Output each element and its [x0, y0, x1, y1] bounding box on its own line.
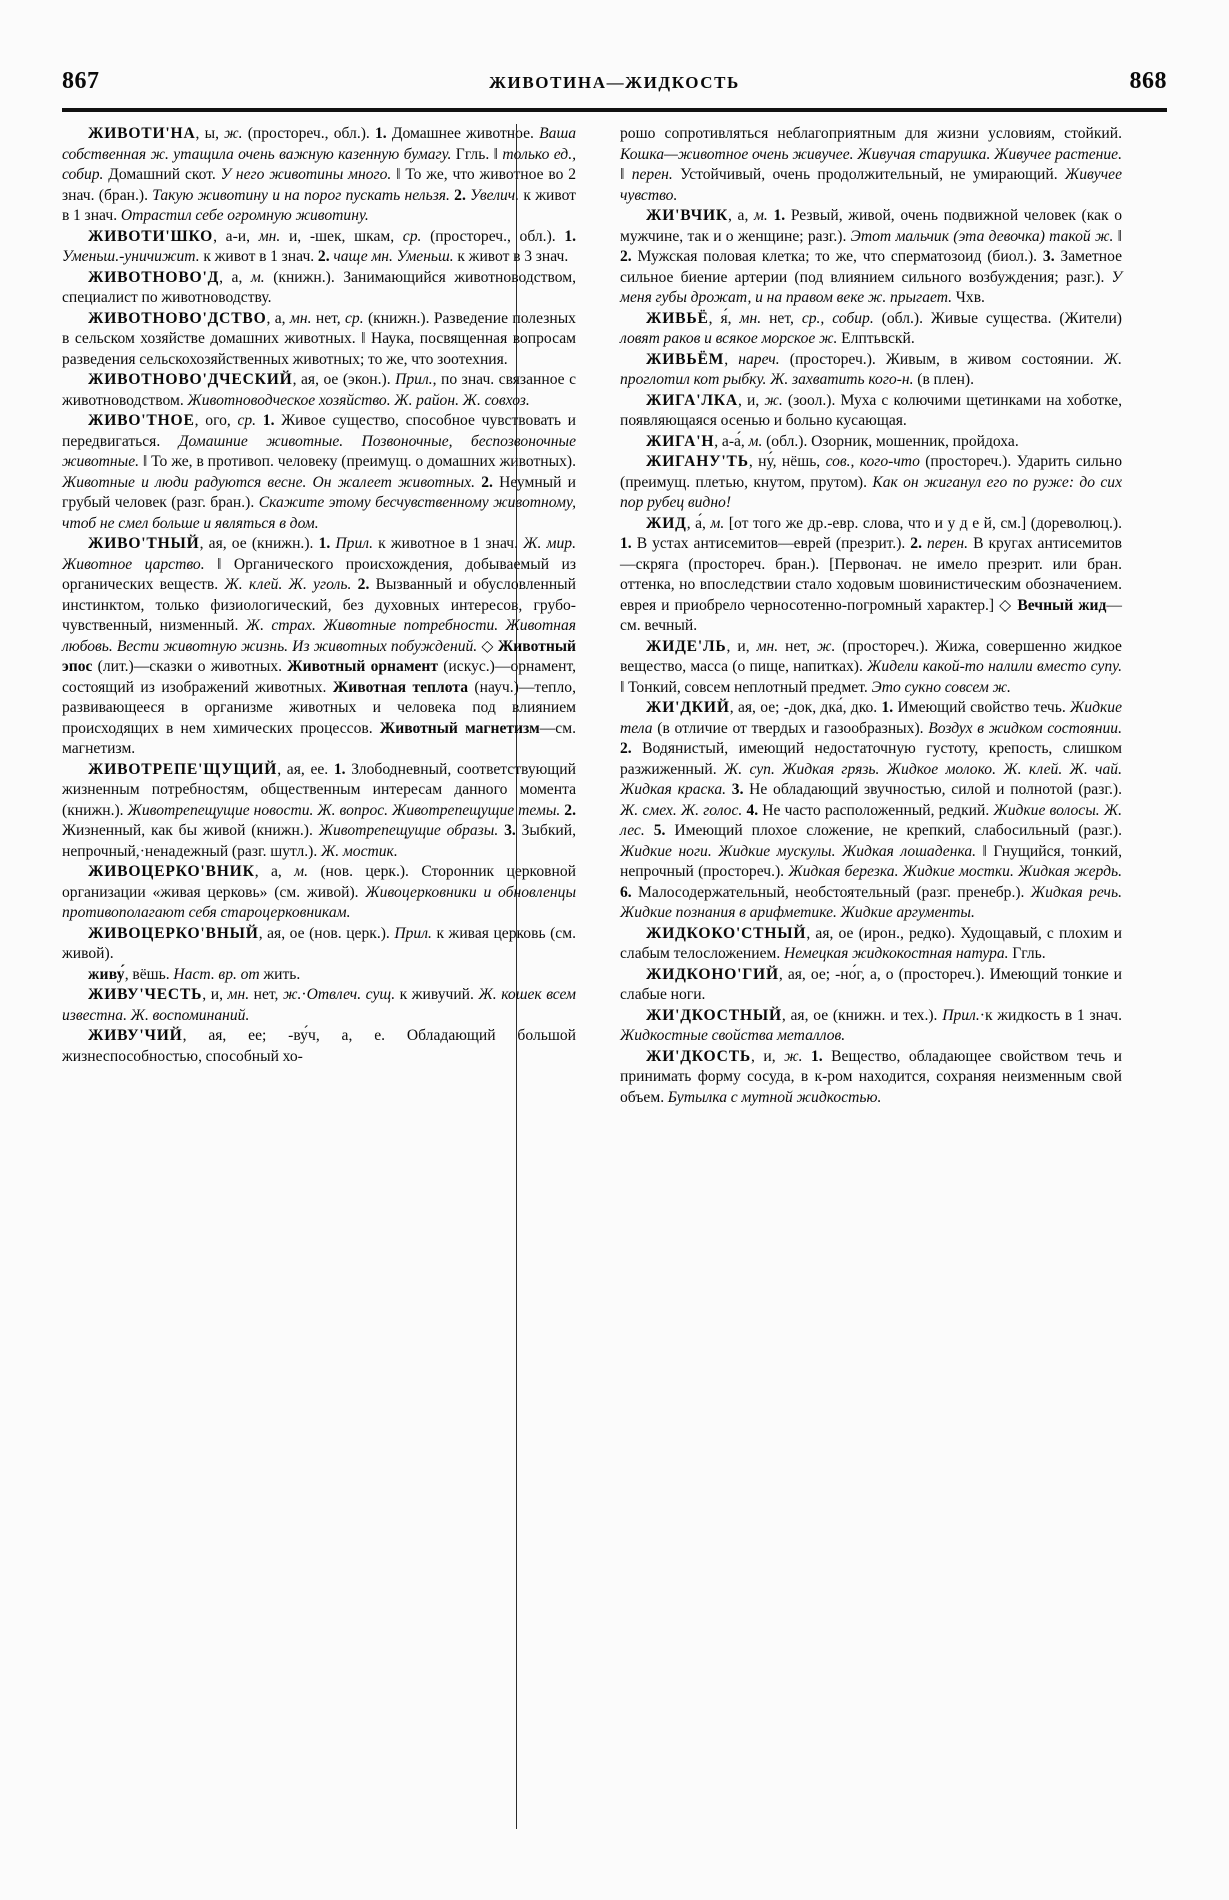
entry-body: , ая, ое (книжн.). 1. Прил. к животное в 1 знач. Ж. мир. Животное царство. ‖ Органического происхождения, добываемый из органических веществ. Ж. клей. Ж. уголь. 2. Вызванный и обусловленный инстинктом, только физиологический, без духовных интересов, грубо-чувственный, низменный. Ж. страх. Животные потребности. Животная любовь. Вести животную жизнь. Из животных побуждений. ◇ Животный эпос (лит.)—сказки о животных. Животный орнамент (искус.)—орнамент, состоящий из изображений животных. Животная теплота (науч.)—тепло, развивающееся в организме животных и человека под влиянием происходящих в нем химических процессов. Животный магнетизм—см. магнетизм.: [62, 535, 577, 757]
entry-body: , а, м. 1. Резвый, живой, очень подвижной человек (как о мужчине, так и о женщине; разг.). Этот мальчик (эта девочка) такой ж. ‖ 2. Мужская половая клетка; то же, что сперматозоид (биол.). 3. Заметное сильное биение артерии (под влиянием сильного возбуждения; разг.). У меня губы дрожат, и на правом веке ж. прыгает. Чхв.: [620, 207, 1123, 306]
entry-headword: ЖИГА'Н: [646, 432, 715, 450]
header-rule: [62, 108, 1167, 112]
dictionary-entry: [620, 350, 1122, 391]
entry-body: , вёшь. Наст. вр. от жить.: [124, 965, 301, 983]
dictionary-entry: [62, 124, 576, 227]
entry-body: , ая, ее; -ву́ч, а, е. Обладающий большой жизнеспособностью, способный хо-: [62, 1027, 576, 1065]
entry-body: , ая, ое (нов. церк.). Прил. к живая церковь (см. живой).: [62, 924, 576, 962]
entry-headword: ЖИГАНУ'ТЬ: [646, 453, 749, 470]
entry-body: , а-и, мн. и, -шек, шкам, ср. (простореч., обл.). 1. Уменьш.-уничижит. к живот в 1 знач. 2. чаще мн. Уменьш. к живот в 3 знач.: [62, 227, 577, 265]
entry-body: , ая, ое (экон.). Прил., по знач. связанное с животноводством. Животноводческое хозяйство. Ж. район. Ж. совхоз.: [62, 371, 576, 409]
entry-headword: ЖИВО'ТНЫЙ: [88, 535, 200, 552]
dictionary-entry: [62, 227, 576, 268]
dictionary-entry: [620, 391, 1122, 432]
folio-left: 867: [62, 68, 100, 94]
entry-body: , и, мн. нет, ж. (простореч.). Жижа, совершенно жидкое вещество, масса (о пище, напитках). Жидели какой-то налили вместо супу. ‖ Тонкий, совсем неплотный предмет. Это сукно совсем ж.: [620, 637, 1122, 696]
columns-container: [62, 124, 1167, 1834]
entry-headword: ЖИВУ'ЧИЙ: [88, 1027, 183, 1044]
entry-headword: ЖИВОТИ'НА: [88, 125, 196, 142]
entry-body: , а, мн. нет, ср. (книжн.). Разведение полезных в сельском хозяйстве домашних животных. ‖ Наука, посвященная вопросам разведения сельскохозяйственных животных; то же, что зоотехния.: [62, 309, 576, 368]
entry-body: , ая, ое; -но́г, а, о (простореч.). Имеющий тонкие и слабые ноги.: [620, 965, 1122, 1003]
entry-headword: ЖИ'ДКОСТНЫЙ: [646, 1006, 782, 1024]
dictionary-entry: [620, 206, 1122, 309]
entry-body: , ая, ое; -док, дка́, дко. 1. Имеющий свойство течь. Жидкие тела (в отличие от твердых и газообразных). Воздух в жидком состоянии. 2. Водянистый, имеющий недостаточную густоту, крепость, слишком разжиженный. Ж. суп. Жидкая грязь. Жидкое молоко. Ж. клей. Ж. чай. Жидкая краска. 3. Не обладающий звучностью, силой и полнотой (разг.). Ж. смех. Ж. голос. 4. Не часто расположенный, редкий. Жидкие волосы. Ж. лес. 5. Имеющий плохое сложение, не крепкий, слабосильный (разг.). Жидкие ноги. Жидкие мускулы. Жидкая лошаденка. ‖ Гнущийся, тонкий, непрочный (простореч.). Жидкая березка. Жидкие мостки. Жидкая жердь. 6. Малосодержательный, необстоятельный (разг. пренебр.). Жидкая речь. Жидкие познания в арифметике. Жидкие аргументы.: [620, 699, 1123, 921]
entry-body: , и, мн. нет, ж.·Отвлеч. сущ. к живучий. Ж. кошек всем известна. Ж. воспоминаний.: [62, 986, 576, 1024]
entry-headword: ЖИВОТИ'ШКО: [88, 227, 214, 245]
dictionary-entry: [62, 924, 576, 965]
dictionary-entry: [620, 309, 1122, 350]
entry-body: , ого, ср. 1. Живое существо, способное чувствовать и передвигаться. Домашние животные. Позвоночные, беспозвоночные животные. ‖ То же, в противоп. человеку (преимущ. о домашних животных). Животные и люди радуются весне. Он жалеет животных. 2. Неумный и грубый человек (разг. бран.). Скажите этому бесчувственному животному, чтоб не смел больше и являться в дом.: [62, 412, 577, 532]
entry-headword: ЖИВОТНОВО'Д: [88, 268, 220, 286]
entry-body: , ая, ее. 1. Злободневный, соответствующий жизненным потребностям, общественным интересам данного момента (книжн.). Животрепещущие новости. Ж. вопрос. Животрепещущие темы. 2. Жизненный, как бы живой (книжн.). Животрепещущие образы. 3. Зыбкий, непрочный,·ненадежный (разг. шутл.). Ж. мостик.: [62, 760, 576, 860]
dictionary-entry: [620, 452, 1122, 514]
entry-body: , ая, ое (книжн. и тех.). Прил.·к жидкость в 1 знач. Жидкостные свойства металлов.: [620, 1006, 1122, 1044]
dictionary-entry: [620, 698, 1122, 924]
entry-headword: ЖИВУ'ЧЕСТЬ: [88, 986, 203, 1003]
running-head-title: ЖИВОТИНА—ЖИДКОСТЬ: [489, 73, 740, 92]
entry-headword: ЖИ'ДКОСТЬ: [646, 1047, 752, 1065]
dictionary-entry: [62, 309, 576, 371]
entry-body: , ы, ж. (простореч., обл.). 1. Домашнее животное. Ваша собственная ж. утащила очень важную казенную бумагу. Ггль. ‖ только ед., собир. Домашний скот. У него животины много. ‖ То же, что животное во 2 знач. (бран.). Такую животину и на порог пускать нельзя. 2. Увелич. к живот в 1 знач. Отрастил себе огромную животину.: [62, 125, 577, 224]
entry-headword: живу́: [88, 965, 125, 983]
entry-headword: ЖИДКОКО'СТНЫЙ: [646, 924, 807, 942]
entry-headword: ЖИВОЦЕРКО'ВНЫЙ: [88, 924, 259, 942]
entry-body: , ну́, нёшь, сов., кого-что (простореч.). Ударить сильно (преимущ. плетью, кнутом, прутом). Как он жиганул его по руже: до сих пор рубец видно!: [620, 453, 1122, 511]
entry-headword: ЖИВЬЁ: [646, 309, 709, 327]
entry-headword: ЖИВО'ТНОЕ: [88, 412, 195, 429]
dictionary-entry: [62, 985, 576, 1026]
left-column: [62, 124, 592, 1834]
dictionary-entry: [620, 965, 1122, 1006]
entry-body: , и, ж. (зоол.). Муха с колючими щетинками на хоботке, появляющаяся осенью и больно кусающая.: [620, 391, 1122, 429]
entry-headword: ЖИДЕ'ЛЬ: [646, 637, 727, 655]
dictionary-entry: [62, 411, 576, 534]
dictionary-entry: [620, 432, 1122, 453]
entry-headword: ЖИДКОНО'ГИЙ: [646, 965, 779, 983]
entry-headword: ЖИД: [646, 514, 687, 532]
dictionary-entry: [620, 514, 1122, 637]
running-head: [62, 68, 1167, 104]
entry-headword: ЖИГА'ЛКА: [646, 391, 738, 409]
entry-headword: ЖИ'ДКИЙ: [646, 699, 730, 716]
folio-right: 868: [1129, 68, 1167, 94]
entry-body: , а́, м. [от того же др.-евр. слова, что и у д е й, см.] (дореволюц.). 1. В устах антисемитов—еврей (презрит.). 2. перен. В кругах антисемитов—скряга (простореч. бран.). [Первонач. не имело презрит. или бран. оттенка, но впоследствии стало ходовым шовинистическим обозначением. еврея и приобрело черносотенно-погромный характер.] ◇ Вечный жид—см. вечный.: [620, 514, 1123, 634]
entry-body: , а-а́, м. (обл.). Озорник, мошенник, пройдоха.: [714, 432, 1019, 450]
dictionary-entry: [62, 534, 576, 760]
dictionary-entry: [62, 1026, 576, 1067]
dictionary-entry: [62, 760, 576, 863]
dictionary-entry: [620, 1006, 1122, 1047]
entry-body: рошо сопротивляться неблагоприятным для жизни условиям, стойкий. Кошка—животное очень живучее. Живучая старушка. Живучее растение. ‖ перен. Устойчивый, очень продолжительный, не умирающий. Живучее чувство.: [620, 125, 1123, 204]
entry-body: , я́, мн. нет, ср., собир. (обл.). Живые существа. (Жители) ловят раков и всякое морское ж. Елптьвскй.: [620, 309, 1122, 347]
entry-body: , нареч. (простореч.). Живым, в живом состоянии. Ж. проглотил кот рыбку. Ж. захватить кого-н. (в плен).: [620, 350, 1122, 388]
entry-continuation: [620, 124, 1122, 206]
dictionary-entry: [62, 965, 576, 986]
entry-headword: ЖИВЬЁМ: [646, 350, 725, 368]
entry-headword: ЖИВОТНОВО'ДСТВО: [88, 309, 267, 327]
dictionary-entry: [62, 370, 576, 411]
dictionary-entry: [620, 1047, 1122, 1109]
entry-body: , а, м. (книжн.). Занимающийся животноводством, специалист по животноводству.: [62, 268, 576, 306]
entry-body: , и, ж. 1. Вещество, обладающее свойством течь и принимать форму сосуда, в к-ром находится, сохраняя неизменным свой объем. Бутылка с мутной жидкостью.: [620, 1047, 1123, 1106]
entry-body: , а, м. (нов. церк.). Сторонник церковной организации «живая церковь» (см. живой). Живоцерковники и обновленцы противополагают себя староцерковникам.: [62, 863, 576, 921]
entry-headword: ЖИ'ВЧИК: [646, 207, 728, 224]
entry-body: , ая, ое (ирон., редко). Худощавый, с плохим и слабым телосложением. Немецкая жидкокостная натура. Ггль.: [620, 924, 1122, 962]
entry-headword: ЖИВОТРЕПЕ'ЩУЩИЙ: [88, 760, 278, 778]
entry-headword: ЖИВОТНОВО'ДЧЕСКИЙ: [88, 371, 293, 388]
entry-headword: ЖИВОЦЕРКО'ВНИК: [88, 863, 255, 880]
dictionary-entry: [620, 637, 1122, 699]
dictionary-entry: [62, 862, 576, 924]
dictionary-entry: [62, 268, 576, 309]
right-column: [592, 124, 1122, 1834]
dictionary-entry: [620, 924, 1122, 965]
